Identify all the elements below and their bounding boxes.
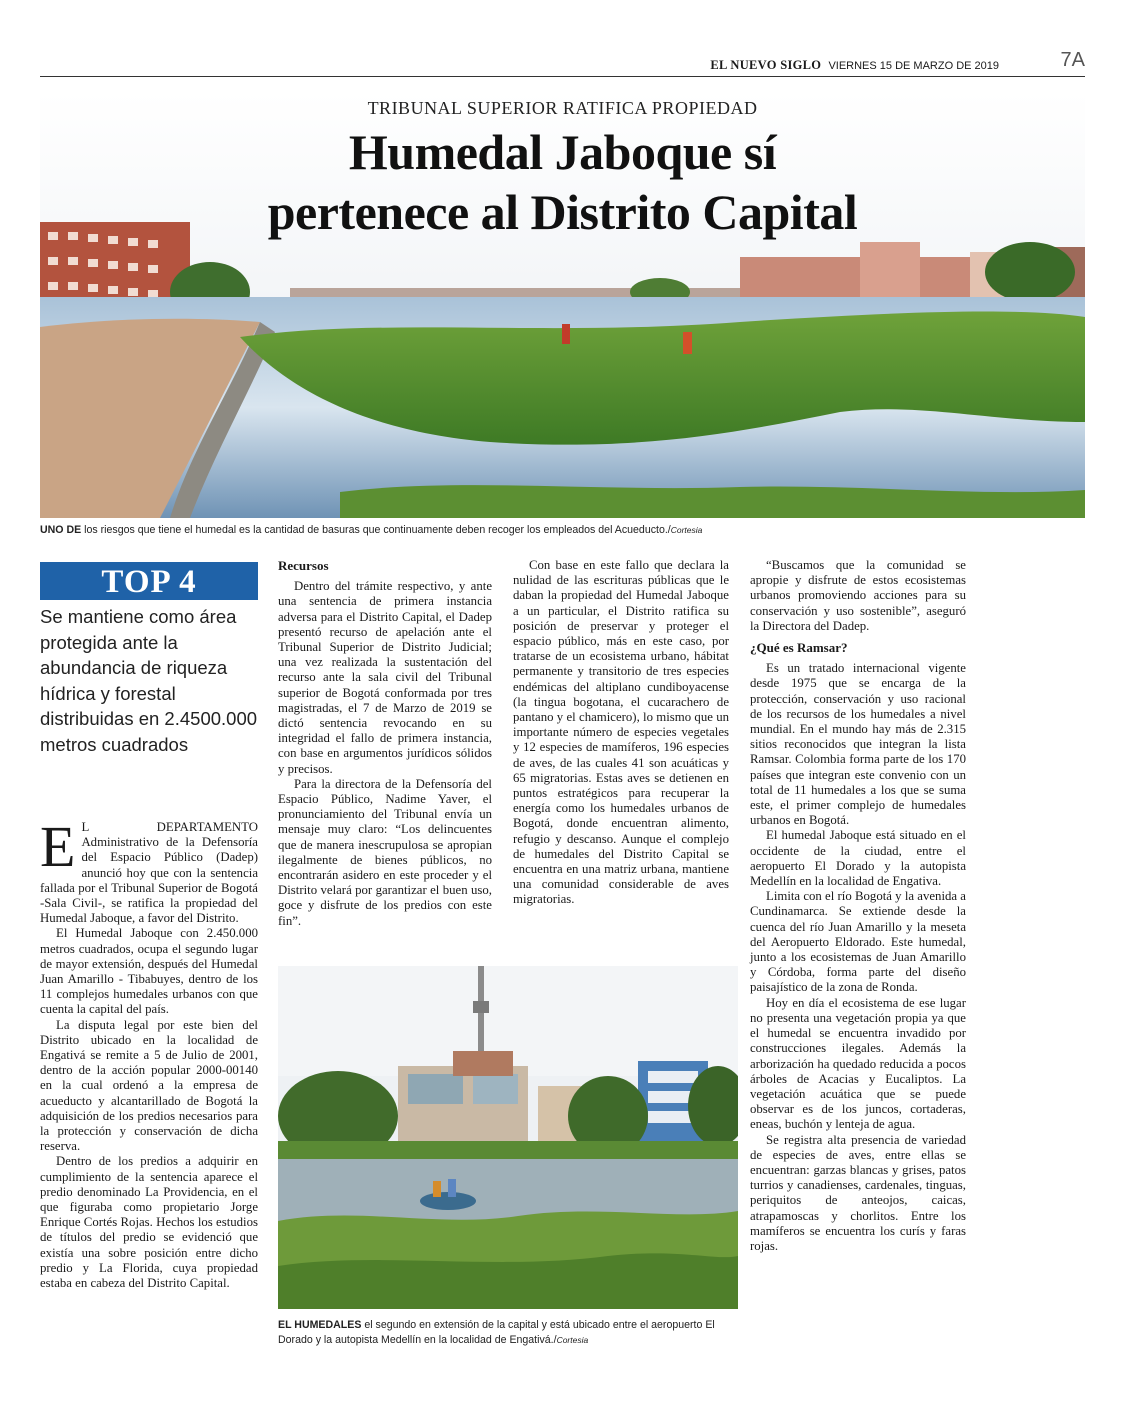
second-photo-caption [278,1318,738,1348]
col2-paragraph: Para la directora de la Defensoría del Espacio Público, Nadime Yaver, el pronunciamiento del Tribunal envía un mensaje muy claro: “Los delincuentes que de manera inescrupulosa se apropian ilegalmente de bienes públicos, no encontrarán asidero en este proceder y el Distrito velará por garantizar el buen uso, goce y disfrute de los predios con este fin”. [278,776,492,928]
col1-paragraph [40,814,258,926]
col1-paragraph: La disputa legal por este bien del Distrito ubicado en la localidad de Engativá se remite a 5 de Julio de 2001, dentro de la acción popular 2000-00140 en la cual ordenó a la empresa de acueducto y alcantarillado de Bogotá la adquisición de los predios necesarios para la protección y conservación de dicha reserva. [40,1017,258,1154]
article-column-1 [40,814,258,1291]
hero-caption-text: los riesgos que tiene el humedal es la cantidad de basuras que continuamente deben recoger los empleados del Acueducto./ [81,524,671,536]
top4-text: Se mantiene como área protegida ante la abundancia de riqueza hídrica y forestal distribuidas en 2.4500.000 metros cuadrados [40,606,258,755]
page-number: 7A [1060,49,1085,71]
col2-paragraph: Dentro del trámite respectivo, y ante una sentencia de primera instancia adversa para el Distrito Capital, el Dadep presentó recurso de apelación ante el Tribunal Superior de Distrito Judicial; una vez realizada la sustentación del recurso ante la sala civil del Tribunal superior de Bogotá conformada por tres magistradas, el 7 de Marzo de 2019 se dictó sentencia revocando en su integridad el fallo de primera instancia, con base en argumentos jurídicos sólidos y precisos. [278,579,492,776]
col4-paragraph: Hoy en día el ecosistema de ese lugar no presenta una vegetación propia ya que el humedal se encuentra invadido por construcciones ilegales. Además la arborización ha quedado reducida a pocos árboles de Acacias y Eucaliptos. La vegetación acuática que se puede observar es de los juncos, cortaderas, eneas, buchón y lenteja de agua. [750,995,966,1132]
publication-line [710,58,999,73]
section-heading-recursos: Recursos [278,558,329,573]
col4-paragraph: Limita con el río Bogotá y la avenida a Cundinamarca. Se extiende desde la cuenca del río Juan Amarillo y la meseta del Aeropuerto Eldorado. Este humedal, junto a los ecosistemas de Juan Amarillo y Córdoba, forma parte del diseño paisajístico de la zona de Ronda. [750,889,966,995]
col4-paragraph: Es un tratado internacional vigente desde 1975 que se encarga de la protección, conservación y uso racional de los recursos de los humedales a nivel mundial. En el mundo hay más de 2.315 sitios reconocidos que integran la lista Ramsar. Colombia forma parte de los 170 países que integran este convenio con un total de 11 humedales a los que se suma este, el primer complejo de humedales urbanos en Bogotá. [750,661,966,828]
photo2-caption-lead: EL HUMEDALES [278,1319,362,1331]
photo2-caption-text: el segundo en extensión de la capital y está ubicado entre el aeropuerto El Dorado y la autopista Medellín en la localidad de Engativá./ [278,1319,715,1346]
headline-line-2: pertenece al Distrito Capital [267,184,858,240]
dropcap: E [40,814,76,879]
hero-photo [40,92,1085,518]
col1-paragraph: Dentro de los predios a adquirir en cumplimiento de la sentencia aparece el predio denominado La Providencia, en el que figuraba como propietario Jorge Enrique Cortés Rojas. Hechos los estudios de títulos del predio se evidenció que existía una sobre posición entre dicho predio y La Florida, cuya propiedad estaba en cabeza del Distrito Capital. [40,1154,258,1291]
publication-name: EL NUEVO SIGLO [710,58,822,72]
article-kicker: TRIBUNAL SUPERIOR RATIFICA PROPIEDAD [367,98,758,118]
second-photo [278,966,738,1309]
col1-p1-text: L DEPARTAMENTO Administrativo de la Defensoría del Espacio Público (Dadep) anunció hoy que con la sentencia fallada por el Tribunal Superior de Bogotá -Sala Civil-, se ratifica la propiedad del Humedal Jaboque, a favor del Distrito. [40,820,258,926]
col3-paragraph: Con base en este fallo que declara la nulidad de las escrituras públicas que le daban la propiedad del Humedal Jaboque a un particular, el Distrito ratifica su posición de preservar y proteger el espacio público, más en este caso, por tratarse de un ecosistema urbano, hábitat permanente y transitorio de tres especies endémicas del altiplano cundiboyacense (la tingua bogotana, el cucarachero de pantano y el chamicero), lo mismo que un importante número de especies vegetales y 12 especies de mamíferos, 196 especies de aves, de las cuales 41 son acuáticas y 65 migratorias. Estas aves se detienen en puntos estratégicos para recuperar la energía como los humedales urbanos de Bogotá, donde encuentran alimento, refugio y descanso. Aunque el complejo de humedales del Distrito Capital se encuentra en una matriz urbana, mantiene una comunidad considerable de aves migratorias. [513,558,729,907]
col4-paragraph: “Buscamos que la comunidad se apropie y disfrute de estos ecosistemas urbanos promoviendo acciones para su conservación y uso sostenible”, aseguró la Directora del Dadep. [750,558,966,633]
col4-paragraph: Se registra alta presencia de variedad de especies de aves, entre ellas se encuentran: garzas blancas y grises, patos turrios y canadienses, cardenales, tinguas, periquitos de anteojos, caicas, atrapamoscas y chorlitos. Entre los mamíferos se encuentra los curís y faras rojas. [750,1132,966,1253]
article-column-4 [750,558,966,1254]
hero-caption-lead: UNO DE [40,524,82,536]
headline-line-1: Humedal Jaboque sí [348,124,777,180]
publication-date: VIERNES 15 DE MARZO DE 2019 [828,60,999,72]
page-header [40,46,1085,77]
hero-caption [40,523,1085,538]
photo2-caption-credit: Cortesia [556,1335,589,1345]
wetland-buildings-image [278,966,738,1309]
hero-caption-credit: Cortesia [670,525,703,535]
section-heading-ramsar: ¿Qué es Ramsar? [750,640,848,656]
article-column-3 [513,558,729,908]
article-column-2 [278,558,492,929]
article-headline [40,122,1085,242]
col4-paragraph: El humedal Jaboque está situado en el occidente de la ciudad, entre el aeropuerto El Dorado y la autopista Medellín en la localidad de Engativa. [750,828,966,889]
top4-badge: TOP 4 [40,562,258,600]
col1-paragraph: El Humedal Jaboque con 2.450.000 metros cuadrados, ocupa el segundo lugar de mayor extensión, después del Humedal Juan Amarillo - Tibabuyes, dentro de los 11 complejos humedales urbanos con que cuenta la capital del país. [40,926,258,1017]
